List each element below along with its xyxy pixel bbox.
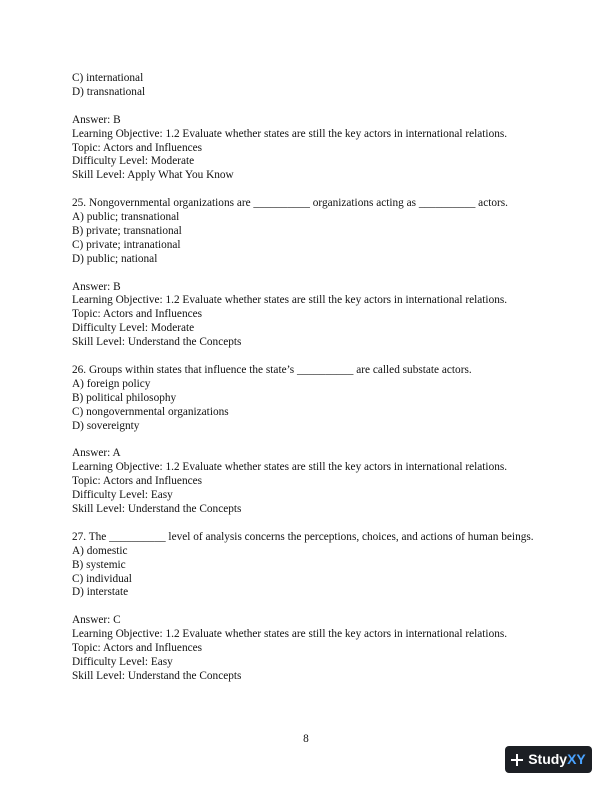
- option-line: D) sovereignty: [72, 419, 140, 432]
- difficulty-line: Difficulty Level: Easy: [72, 655, 173, 668]
- answer-line: Answer: C: [72, 614, 121, 627]
- option-line: B) private; transnational: [72, 224, 182, 237]
- learning-objective-line: Learning Objective: 1.2 Evaluate whether states are still the key actors in international relations.: [72, 294, 508, 307]
- learning-objective-line: Learning Objective: 1.2 Evaluate whether states are still the key actors in international relations.: [72, 628, 508, 641]
- topic-line: Topic: Actors and Influences: [72, 642, 203, 655]
- option-line: D) interstate: [72, 586, 129, 599]
- studyxy-badge[interactable]: [505, 746, 592, 773]
- topic-line: Topic: Actors and Influences: [72, 308, 203, 321]
- option-line: A) public; transnational: [72, 211, 180, 224]
- question-line: 26. Groups within states that influence the state’s __________ are called substate actors.: [72, 363, 472, 376]
- skill-line: Skill Level: Apply What You Know: [72, 169, 234, 182]
- topic-line: Topic: Actors and Influences: [72, 475, 203, 488]
- page-number: 8: [303, 733, 309, 745]
- answer-line: Answer: B: [72, 280, 121, 293]
- badge-label: [528, 750, 586, 767]
- badge-brand: Study: [528, 750, 568, 767]
- option-line: D) public; national: [72, 252, 158, 265]
- option-line: B) political philosophy: [72, 391, 177, 404]
- option-line: C) nongovernmental organizations: [72, 405, 229, 418]
- answer-line: Answer: B: [72, 113, 121, 126]
- option-line: C) private; intranational: [72, 238, 181, 251]
- question-line: 27. The __________ level of analysis concerns the perceptions, choices, and actions of human beings.: [72, 530, 534, 543]
- skill-line: Skill Level: Understand the Concepts: [72, 669, 242, 682]
- learning-objective-line: Learning Objective: 1.2 Evaluate whether states are still the key actors in international relations.: [72, 127, 508, 140]
- difficulty-line: Difficulty Level: Moderate: [72, 155, 195, 168]
- answer-line: Answer: A: [72, 447, 121, 460]
- badge-brand-suffix: XY: [567, 750, 586, 767]
- skill-line: Skill Level: Understand the Concepts: [72, 503, 242, 516]
- document-body: [72, 72, 542, 684]
- skill-line: Skill Level: Understand the Concepts: [72, 336, 242, 349]
- option-line: D) transnational: [72, 85, 146, 98]
- question-line: 25. Nongovernmental organizations are __________ organizations acting as __________ actors.: [72, 197, 508, 210]
- option-line: A) foreign policy: [72, 377, 151, 390]
- option-line: A) domestic: [72, 544, 128, 557]
- option-line: C) individual: [72, 572, 132, 585]
- plus-icon: [511, 754, 523, 766]
- topic-line: Topic: Actors and Influences: [72, 141, 203, 154]
- option-line: C) international: [72, 72, 144, 84]
- option-line: B) systemic: [72, 558, 126, 571]
- difficulty-line: Difficulty Level: Moderate: [72, 322, 195, 335]
- learning-objective-line: Learning Objective: 1.2 Evaluate whether states are still the key actors in international relations.: [72, 461, 508, 474]
- difficulty-line: Difficulty Level: Easy: [72, 489, 173, 502]
